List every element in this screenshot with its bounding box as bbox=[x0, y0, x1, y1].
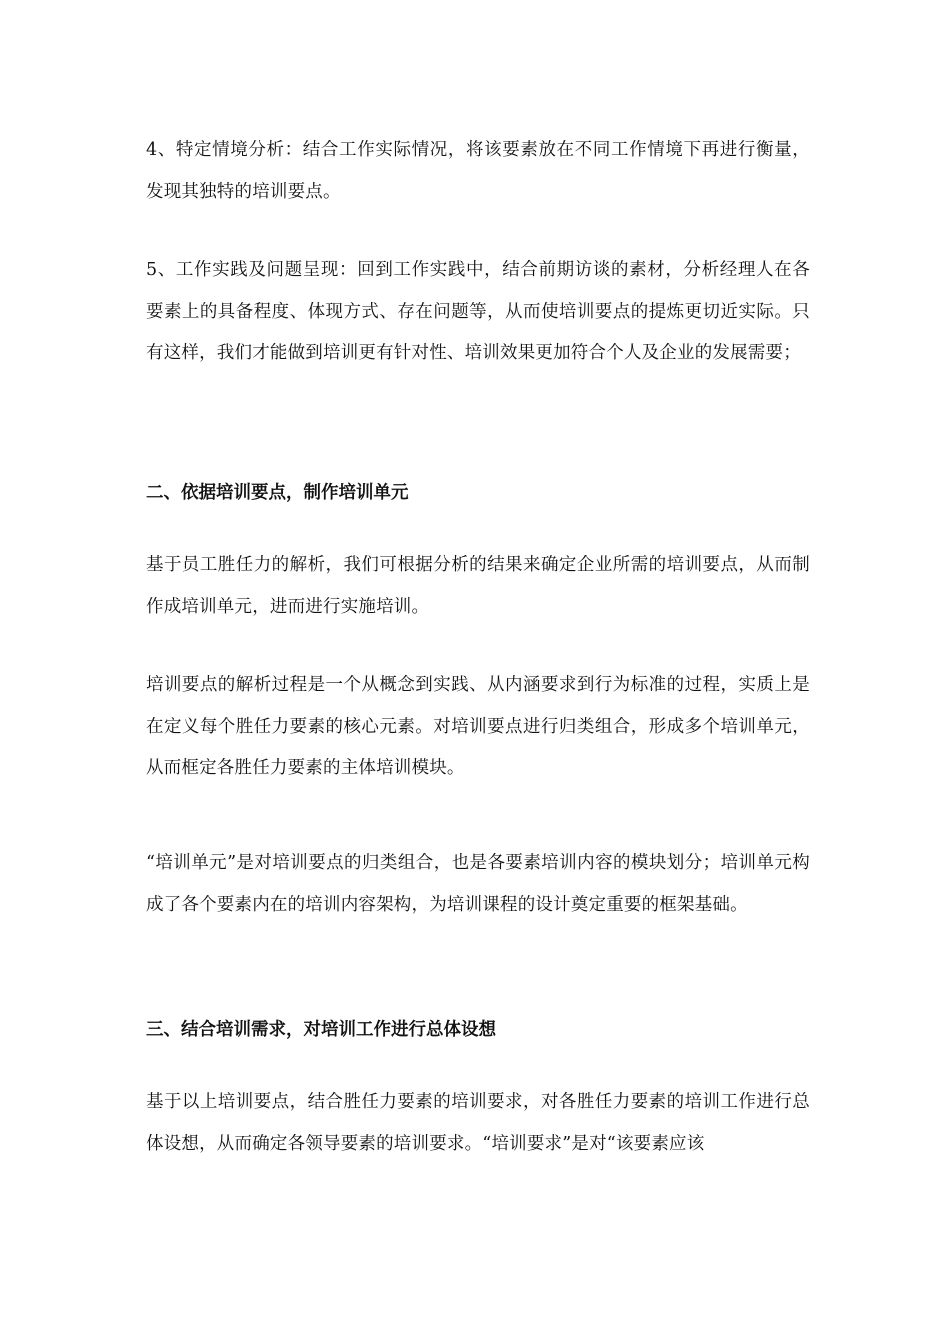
paragraph-training-requirements: 基于以上培训要点，结合胜任力要素的培训要求，对各胜任力要素的培训工作进行总体设想，从而确定各领导要素的培训要求。“培训要求”是对“该要素应该 bbox=[146, 1092, 810, 1154]
paragraph-specific-situation-analysis: 4、特定情境分析：结合工作实际情况，将该要素放在不同工作情境下再进行衡量，发现其独特的培训要点。 bbox=[146, 140, 810, 202]
paragraph-training-unit-definition: “培训单元”是对培训要点的归类组合，也是各要素培训内容的模块划分；培训单元构成了各个要素内在的培训内容架构，为培训课程的设计奠定重要的框架基础。 bbox=[146, 853, 810, 915]
section-heading-training-units: 二、依据培训要点，制作培训单元 bbox=[146, 483, 409, 503]
paragraph-competency-analysis: 基于员工胜任力的解析，我们可根据分析的结果来确定企业所需的培训要点，从而制作成培训单元，进而进行实施培训。 bbox=[146, 555, 810, 617]
section-heading-overall-plan: 三、结合培训需求，对培训工作进行总体设想 bbox=[146, 1020, 496, 1040]
paragraph-work-practice: 5、工作实践及问题呈现：回到工作实践中，结合前期访谈的素材，分析经理人在各要素上的具备程度、体现方式、存在问题等，从而使培训要点的提炼更切近实际。只有这样，我们才能做到培训更有针对性、培训效果更加符合个人及企业的发展需要； bbox=[146, 260, 810, 363]
paragraph-training-points-process: 培训要点的解析过程是一个从概念到实践、从内涵要求到行为标准的过程，实质上是在定义每个胜任力要素的核心元素。对培训要点进行归类组合，形成多个培训单元，从而框定各胜任力要素的主体培训模块。 bbox=[146, 675, 810, 778]
